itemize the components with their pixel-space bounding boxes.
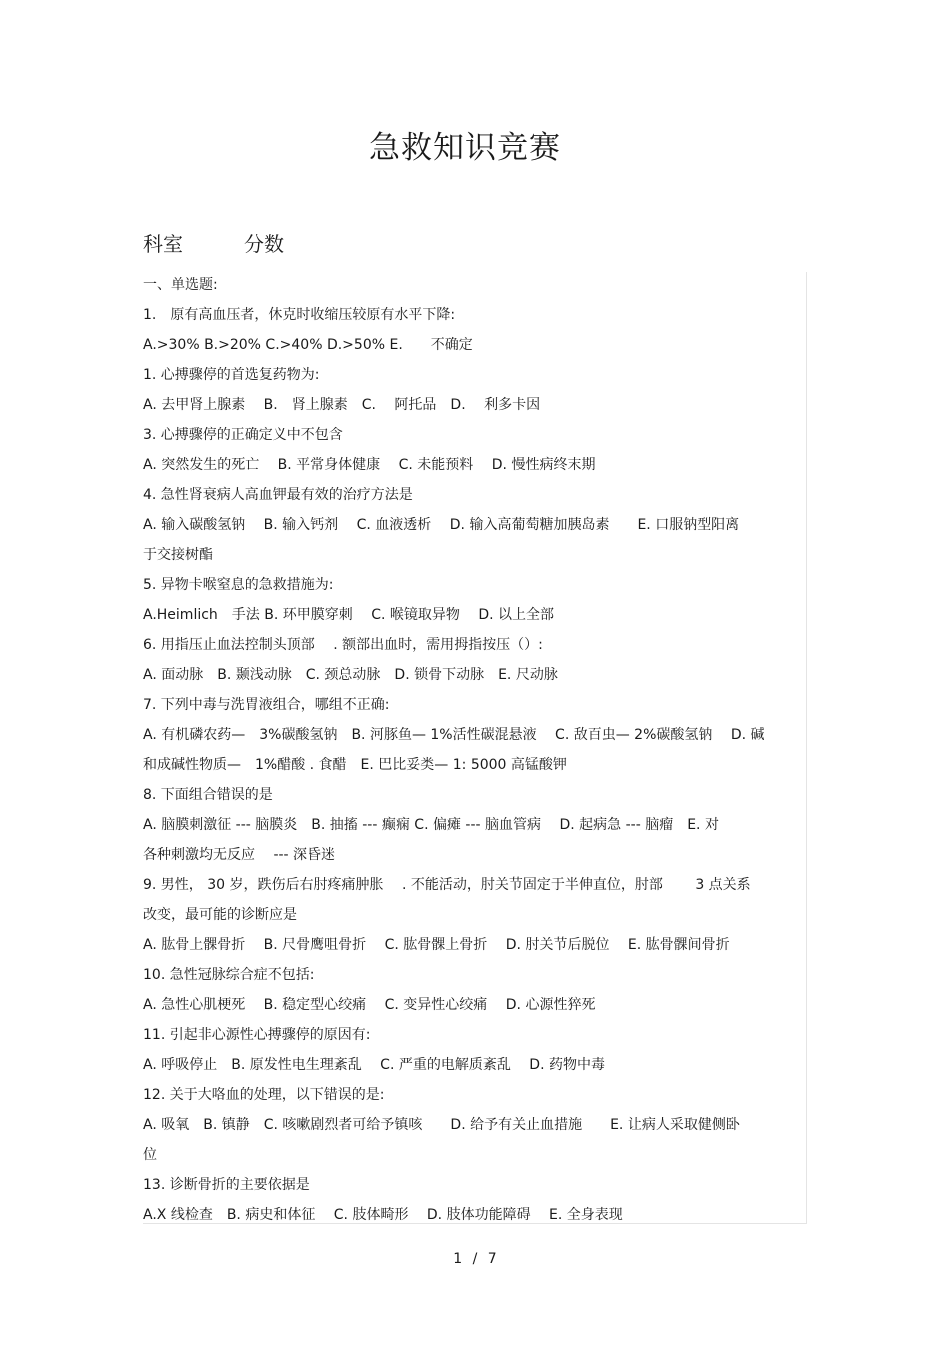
text-line: 位 — [143, 1147, 157, 1163]
text-line: A. 有机磷农药— 3%碳酸氢钠 B. 河豚鱼— 1%活性碳混悬液 C. 敌百虫— 2%碳酸氢钠 D. 碱 — [143, 727, 765, 743]
text-line: 于交接树酯 — [143, 547, 213, 563]
text-line: 7. 下列中毒与洗胃液组合，哪组不正确: — [143, 697, 390, 713]
header-fields — [143, 228, 284, 257]
text-line: 12. 关于大咯血的处理，以下错误的是: — [143, 1087, 385, 1103]
text-line: A. 肱骨上髁骨折 B. 尺骨鹰咀骨折 C. 肱骨髁上骨折 D. 肘关节后脱位 E. 肱骨髁间骨折 — [143, 937, 730, 953]
text-line: 改变，最可能的诊断应是 — [143, 907, 297, 923]
text-line: A.Heimlich 手法 B. 环甲膜穿刺 C. 喉镜取异物 D. 以上全部 — [143, 607, 555, 623]
text-line: 5. 异物卡喉窒息的急救措施为: — [143, 577, 334, 593]
text-line: A. 急性心肌梗死 B. 稳定型心绞痛 C. 变异性心绞痛 D. 心源性猝死 — [143, 997, 596, 1013]
text-line: A. 突然发生的死亡 B. 平常身体健康 C. 未能预料 D. 慢性病终末期 — [143, 457, 596, 473]
text-line: A.>30% B.>20% C.>40% D.>50% E. 不确定 — [143, 337, 473, 353]
page-number: 1 / 7 — [453, 1251, 497, 1267]
department-label: 科室 — [143, 232, 183, 256]
text-line: A. 呼吸停止 B. 原发性电生理紊乱 C. 严重的电解质紊乱 D. 药物中毒 — [143, 1057, 605, 1073]
text-line: 3. 心搏骤停的正确定义中不包含 — [143, 427, 343, 443]
text-line: 1. 原有高血压者，休克时收缩压较原有水平下降: — [143, 307, 456, 323]
question-content — [143, 272, 807, 1224]
text-line: 1. 心搏骤停的首选复药物为: — [143, 367, 320, 383]
text-line: A. 去甲肾上腺素 B. 肾上腺素 C. 阿托品 D. 利多卡因 — [143, 397, 541, 413]
text-line: 6. 用指压止血法控制头顶部 . 额部出血时，需用拇指按压（）: — [143, 637, 543, 653]
text-line: 和成碱性物质— 1%醋酸 . 食醋 E. 巴比妥类— 1: 5000 高锰酸钾 — [143, 757, 567, 773]
text-line: 13. 诊断骨折的主要依据是 — [143, 1177, 310, 1193]
text-line: 9. 男性， 30 岁，跌伤后右肘疼痛肿胀 . 不能活动，肘关节固定于半伸直位，肘部 3 点关系 — [143, 877, 751, 893]
text-line: A. 面动脉 B. 颞浅动脉 C. 颈总动脉 D. 锁骨下动脉 E. 尺动脉 — [143, 667, 558, 683]
text-line: 11. 引起非心源性心搏骤停的原因有: — [143, 1027, 371, 1043]
text-line: A. 吸氧 B. 镇静 C. 咳嗽剧烈者可给予镇咳 D. 给予有关止血措施 E. 让病人采取健侧卧 — [143, 1117, 740, 1133]
document-title: 急救知识竞赛 — [369, 130, 561, 166]
text-line: 各种刺激均无反应 --- 深昏迷 — [143, 847, 336, 863]
text-line: 10. 急性冠脉综合症不包括: — [143, 967, 315, 983]
text-line: 4. 急性肾衰病人高血钾最有效的治疗方法是 — [143, 487, 413, 503]
text-line: A. 脑膜刺激征 --- 脑膜炎 B. 抽搐 --- 癫痫 C. 偏瘫 --- 脑血管病 D. 起病急 --- 脑瘤 E. 对 — [143, 817, 719, 833]
text-line: A. 输入碳酸氢钠 B. 输入钙剂 C. 血液透析 D. 输入高葡萄糖加胰岛素 E. 口服钠型阳离 — [143, 517, 740, 533]
text-line: 8. 下面组合错误的是 — [143, 787, 273, 803]
score-label: 分数 — [244, 232, 284, 256]
text-line: 一、单选题: — [143, 277, 218, 293]
text-line: A.X 线检查 B. 病史和体征 C. 肢体畸形 D. 肢体功能障碍 E. 全身表现 — [143, 1207, 623, 1223]
